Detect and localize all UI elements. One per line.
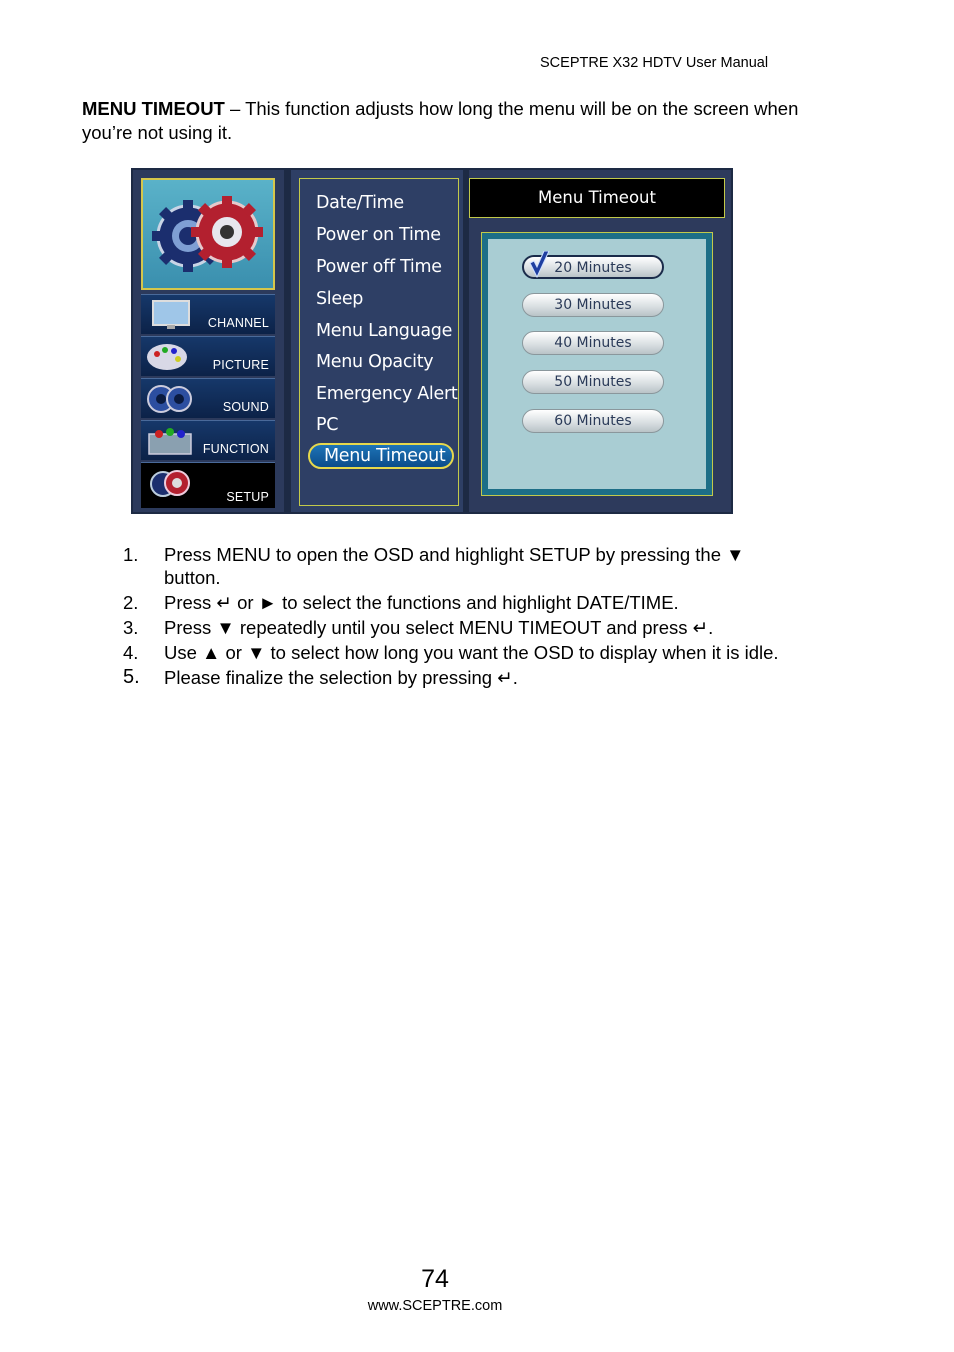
menu-item-date-time[interactable]: Date/Time bbox=[316, 193, 404, 213]
category-sound-label: SOUND bbox=[222, 400, 269, 414]
speaker-icon bbox=[145, 382, 195, 415]
category-function[interactable] bbox=[141, 420, 275, 460]
submenu-options-frame bbox=[481, 232, 713, 496]
menu-item-emergency-alert[interactable]: Emergency Alert bbox=[316, 384, 458, 404]
category-setup-label: SETUP bbox=[226, 490, 269, 504]
menu-item-power-off-time[interactable]: Power off Time bbox=[316, 257, 442, 277]
page-number: 74 bbox=[421, 1265, 449, 1293]
option-60-minutes[interactable] bbox=[522, 409, 664, 433]
category-picture[interactable] bbox=[141, 336, 275, 376]
category-panel bbox=[133, 170, 284, 512]
category-function-label: FUNCTION bbox=[202, 442, 269, 456]
step-number: 4. bbox=[123, 642, 139, 663]
step-item bbox=[123, 591, 803, 614]
category-picture-label: PICTURE bbox=[212, 358, 269, 372]
checkmark-icon bbox=[528, 251, 550, 279]
setup-menu-panel bbox=[291, 170, 463, 512]
step-text: Press MENU to open the OSD and highlight SETUP by pressing the ▼ button. bbox=[164, 544, 745, 588]
option-30-minutes[interactable] bbox=[522, 293, 664, 317]
category-setup[interactable] bbox=[141, 462, 275, 508]
step-item bbox=[123, 543, 803, 589]
osd-screenshot bbox=[131, 168, 733, 514]
step-item bbox=[123, 641, 803, 664]
toolbox-icon bbox=[145, 424, 195, 457]
option-40-minutes[interactable] bbox=[522, 331, 664, 355]
step-item bbox=[123, 616, 803, 639]
option-20-minutes[interactable] bbox=[522, 255, 664, 279]
header-manual-title: SCEPTRE X32 HDTV User Manual bbox=[540, 55, 769, 71]
option-label: 20 Minutes bbox=[554, 260, 632, 276]
tv-icon bbox=[145, 298, 195, 331]
palette-icon bbox=[145, 340, 195, 373]
option-label: 60 Minutes bbox=[554, 413, 632, 429]
menu-item-menu-timeout[interactable]: Menu Timeout bbox=[308, 443, 454, 469]
step-text: Press ↵ or ► to select the functions and highlight DATE/TIME. bbox=[164, 592, 679, 613]
category-channel[interactable] bbox=[141, 294, 275, 334]
submenu-panel bbox=[469, 170, 731, 512]
intro-term: MENU TIMEOUT bbox=[82, 98, 225, 119]
menu-item-menu-language[interactable]: Menu Language bbox=[316, 321, 453, 341]
submenu-options-area bbox=[488, 239, 706, 489]
category-sound[interactable] bbox=[141, 378, 275, 418]
intro-text: – This function adjusts how long the menu will be on the screen when you’re not using it. bbox=[82, 98, 799, 143]
menu-item-pc[interactable]: PC bbox=[316, 415, 339, 435]
menu-item-menu-opacity[interactable]: Menu Opacity bbox=[316, 352, 434, 372]
instruction-steps bbox=[123, 543, 803, 691]
menu-item-sleep[interactable]: Sleep bbox=[316, 289, 364, 309]
step-number: 2. bbox=[123, 592, 139, 613]
gears-icon bbox=[143, 180, 273, 288]
step-text: Please finalize the selection by pressing ↵. bbox=[164, 667, 518, 688]
step-item bbox=[123, 666, 803, 689]
option-label: 30 Minutes bbox=[554, 297, 632, 313]
option-50-minutes[interactable] bbox=[522, 370, 664, 394]
category-channel-label: CHANNEL bbox=[207, 316, 269, 330]
step-number: 1. bbox=[123, 544, 139, 565]
intro-paragraph bbox=[82, 97, 802, 145]
option-label: 40 Minutes bbox=[554, 335, 632, 351]
gears-small-icon bbox=[145, 466, 195, 499]
submenu-title: Menu Timeout bbox=[469, 178, 725, 218]
step-number: 5. bbox=[123, 666, 140, 688]
step-text: Use ▲ or ▼ to select how long you want the OSD to display when it is idle. bbox=[164, 642, 779, 663]
setup-menu-frame bbox=[299, 178, 459, 506]
footer-url: www.SCEPTRE.com bbox=[367, 1298, 503, 1314]
setup-hero-image bbox=[141, 178, 275, 290]
menu-item-power-on-time[interactable]: Power on Time bbox=[316, 225, 441, 245]
step-text: Press ▼ repeatedly until you select MENU TIMEOUT and press ↵. bbox=[164, 617, 714, 638]
step-number: 3. bbox=[123, 617, 139, 638]
option-label: 50 Minutes bbox=[554, 374, 632, 390]
